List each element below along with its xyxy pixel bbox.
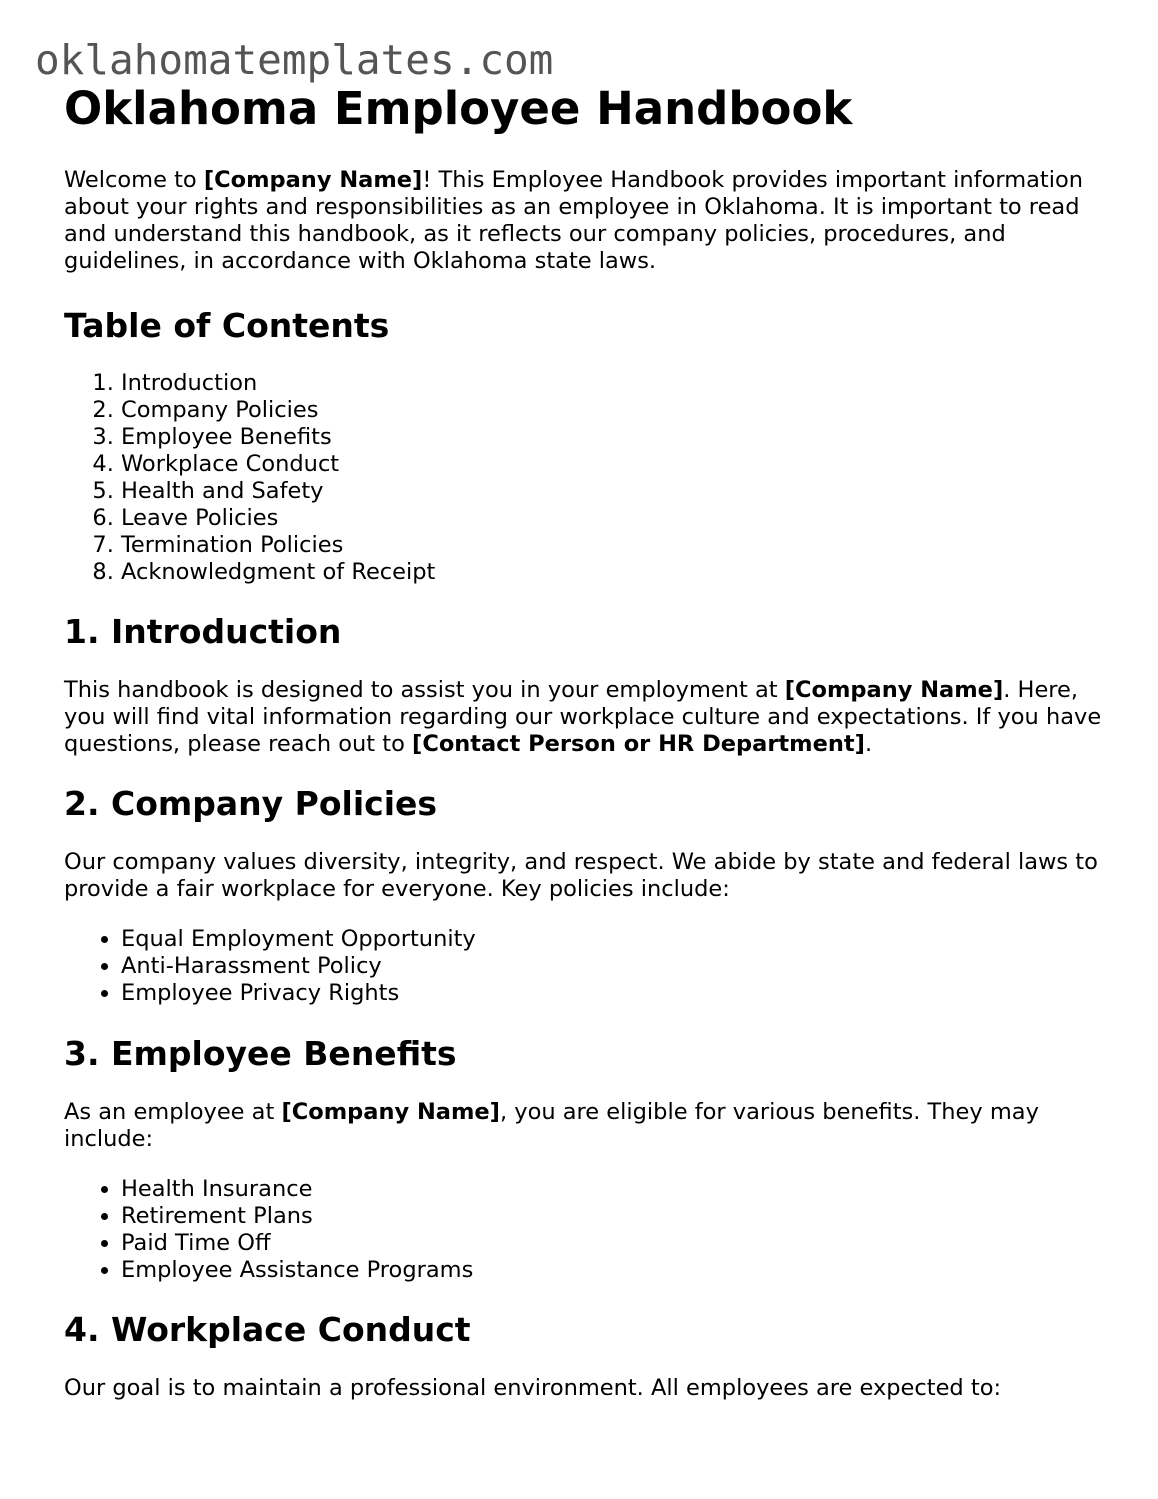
intro-text-1: Welcome to [64, 167, 204, 193]
section-4-heading: 4. Workplace Conduct [64, 1310, 471, 1349]
section-4-paragraph: Our goal is to maintain a professional environment. All employees are expected to: [64, 1375, 1002, 1401]
toc-item: 8. Acknowledgment of Receipt [121, 559, 1104, 586]
toc-item: 3. Employee Benefits [121, 424, 1104, 451]
section-3-list [64, 1176, 1104, 1284]
toc-item: 2. Company Policies [121, 397, 1104, 424]
watermark-site-name: oklahomatemplates.com [35, 36, 554, 84]
document-body [64, 80, 1104, 1402]
section-1-contact: [Contact Person or HR Department] [412, 731, 865, 757]
section-1-text-1: This handbook is designed to assist you in your employment at [64, 677, 785, 703]
intro-text-2: ! This Employee Handbook provides important information about your rights and responsibilities as an employee in Oklahoma. It is important to read and understand this handbook, as it reflects our company policies, procedures, and guidelines, in accordance with Oklahoma state laws. [64, 167, 1084, 274]
section-1-text-2: . Here, you will find vital information regarding our workplace culture and expectations. If you have questions, please reach out to [64, 677, 1102, 757]
list-item: • Employee Assistance Programs [121, 1257, 1104, 1284]
list-item: • Retirement Plans [121, 1203, 1104, 1230]
section-3-heading: 3. Employee Benefits [64, 1034, 457, 1073]
list-item: • Paid Time Off [121, 1230, 1104, 1257]
toc-item: 6. Leave Policies [121, 505, 1104, 532]
toc-list [64, 370, 1104, 586]
toc-item: 4. Workplace Conduct [121, 451, 1104, 478]
section-2-list [64, 926, 1104, 1007]
section-1-company-name: [Company Name] [784, 677, 1004, 703]
list-item: • Equal Employment Opportunity [121, 926, 1104, 953]
toc-item: 5. Health and Safety [121, 478, 1104, 505]
intro-paragraph [64, 167, 1104, 275]
section-3-text-1: As an employee at [64, 1099, 282, 1125]
section-2-heading: 2. Company Policies [64, 784, 438, 823]
section-2-paragraph: Our company values diversity, integrity, and respect. We abide by state and federal laws to provide a fair workplace for everyone. Key policies include: [64, 849, 1098, 902]
list-item: • Health Insurance [121, 1176, 1104, 1203]
section-1-heading: 1. Introduction [64, 612, 342, 651]
toc-item: 7. Termination Policies [121, 532, 1104, 559]
intro-company-name: [Company Name] [203, 167, 423, 193]
section-1-text-3: . [864, 731, 873, 757]
page-title: Oklahoma Employee Handbook [64, 82, 853, 135]
section-3-paragraph [64, 1099, 1104, 1153]
toc-item: 1. Introduction [121, 370, 1104, 397]
section-3-company-name: [Company Name] [281, 1099, 500, 1125]
section-1-paragraph [64, 677, 1104, 758]
list-item: • Anti-Harassment Policy [121, 953, 1104, 980]
list-item: • Employee Privacy Rights [121, 980, 1104, 1007]
toc-heading: Table of Contents [64, 306, 390, 345]
section-3-text-2: , you are eligible for various benefits. They may include: [64, 1099, 1039, 1152]
